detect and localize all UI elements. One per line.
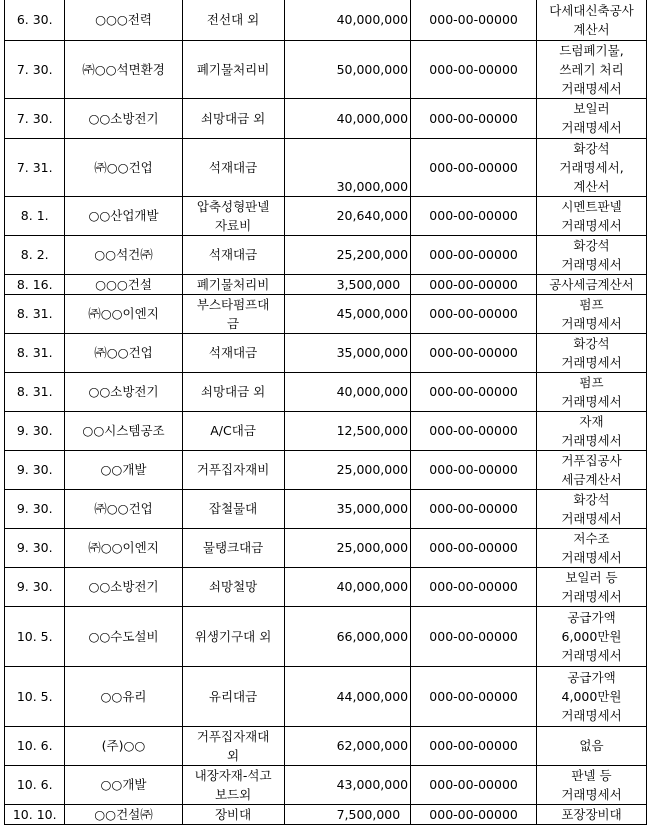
table-row: [5, 333, 647, 372]
table-row: [5, 0, 647, 40]
note-cell-line: 계산서: [573, 178, 610, 194]
account-cell: 000-00-00000: [411, 528, 537, 567]
amount-cell: 62,000,000: [284, 726, 411, 765]
item-cell: [182, 528, 284, 567]
company-cell: ㈜○○이엔지: [65, 528, 182, 567]
account-cell: 000-00-00000: [411, 0, 537, 40]
note-cell: [537, 274, 647, 294]
company-cell: ○○소방전기: [65, 372, 182, 411]
table-row: [5, 196, 647, 235]
item-cell-line: 보드외: [214, 786, 252, 802]
date-cell: 8. 1.: [5, 196, 65, 235]
item-cell-line: 장비대: [214, 806, 252, 822]
table-row: [5, 489, 647, 528]
company-cell: (주)○○: [65, 726, 182, 765]
date-cell: 9. 30.: [5, 528, 65, 567]
item-cell: [182, 98, 284, 138]
note-cell: [537, 98, 647, 138]
note-cell: [537, 372, 647, 411]
item-cell: [182, 294, 284, 333]
item-cell: [182, 804, 284, 824]
account-cell: 000-00-00000: [411, 333, 537, 372]
note-cell-line: 6,000만원: [561, 628, 622, 644]
account-cell: 000-00-00000: [411, 606, 537, 666]
date-cell: 7. 31.: [5, 138, 65, 196]
note-cell: [537, 804, 647, 824]
note-cell: [537, 0, 647, 40]
note-cell-line: 저수조: [573, 530, 610, 546]
table-row: [5, 235, 647, 274]
table-row: [5, 450, 647, 489]
account-cell: 000-00-00000: [411, 235, 537, 274]
note-cell-line: 판넬 등: [571, 767, 612, 783]
item-cell-line: 자료비: [214, 217, 252, 233]
company-cell: ○○수도설비: [65, 606, 182, 666]
note-cell-line: 화강석: [573, 140, 610, 156]
amount-cell: 40,000,000: [284, 98, 411, 138]
item-cell: [182, 726, 284, 765]
note-cell-line: 공급가액: [567, 609, 616, 625]
item-cell: [182, 765, 284, 804]
account-cell: 000-00-00000: [411, 138, 537, 196]
item-cell-line: 내장자재-석고: [194, 767, 272, 783]
company-cell: ○○개발: [65, 450, 182, 489]
note-cell-line: 거푸집공사: [561, 452, 622, 468]
note-cell-line: 거래명세서,: [559, 159, 624, 175]
item-cell-line: 위생기구대 외: [194, 628, 272, 644]
note-cell: [537, 666, 647, 726]
date-cell: 6. 30.: [5, 0, 65, 40]
date-cell: 8. 16.: [5, 274, 65, 294]
account-cell: 000-00-00000: [411, 372, 537, 411]
company-cell: ○○석건㈜: [65, 235, 182, 274]
item-cell-line: 거푸집자재비: [196, 462, 270, 477]
item-cell-line: 잡철물대: [208, 501, 258, 516]
date-cell: 8. 31.: [5, 372, 65, 411]
table-row: [5, 804, 647, 824]
amount-cell: 35,000,000: [284, 489, 411, 528]
amount-cell: 40,000,000: [284, 567, 411, 606]
note-cell-line: 포장장비대: [561, 806, 622, 822]
table-row: [5, 606, 647, 666]
note-cell-line: 화강석: [573, 237, 610, 253]
note-cell-line: 거래명세서: [561, 315, 622, 331]
table-row: [5, 98, 647, 138]
note-cell-line: 거래명세서: [561, 707, 622, 723]
item-cell: [182, 489, 284, 528]
note-cell-line: 쓰레기 처리: [559, 61, 624, 77]
amount-cell: 66,000,000: [284, 606, 411, 666]
note-cell-line: 없음: [579, 738, 604, 753]
company-cell: ○○○전력: [65, 0, 182, 40]
amount-cell: 12,500,000: [284, 411, 411, 450]
company-cell: ○○개발: [65, 765, 182, 804]
item-cell: [182, 235, 284, 274]
item-cell-line: 쇠망대금 외: [200, 384, 266, 399]
amount-cell: 7,500,000: [284, 804, 411, 824]
note-cell: [537, 765, 647, 804]
company-cell: ㈜○○건업: [65, 333, 182, 372]
item-cell-line: A/C대금: [210, 423, 256, 438]
date-cell: 10. 5.: [5, 606, 65, 666]
note-cell-line: 보일러 등: [565, 569, 618, 585]
note-cell-line: 공사세금계산서: [549, 276, 634, 292]
item-cell-line: 압축성형판넬: [196, 198, 270, 214]
item-cell-line: 전선대 외: [206, 12, 260, 28]
company-cell: ○○○건설: [65, 274, 182, 294]
account-cell: 000-00-00000: [411, 294, 537, 333]
company-cell: ○○유리: [65, 666, 182, 726]
table-row: [5, 765, 647, 804]
item-cell-line: 석재대금: [208, 247, 258, 262]
table-row: [5, 274, 647, 294]
account-cell: 000-00-00000: [411, 804, 537, 824]
table-row: [5, 411, 647, 450]
amount-cell: 30,000,000: [284, 138, 411, 196]
date-cell: 7. 30.: [5, 98, 65, 138]
note-cell-line: 거래명세서: [561, 217, 622, 233]
amount-cell: 20,640,000: [284, 196, 411, 235]
note-cell-line: 거래명세서: [561, 647, 622, 663]
transaction-table: [4, 0, 647, 825]
note-cell-line: 거래명세서: [561, 786, 622, 802]
account-cell: 000-00-00000: [411, 567, 537, 606]
note-cell-line: 드럼폐기물,: [559, 42, 624, 58]
account-cell: 000-00-00000: [411, 274, 537, 294]
note-cell-line: 화강석: [573, 491, 610, 507]
company-cell: ○○소방전기: [65, 98, 182, 138]
item-cell-line: 물탱크대금: [202, 540, 264, 555]
amount-cell: 25,200,000: [284, 235, 411, 274]
amount-cell: 40,000,000: [284, 372, 411, 411]
item-cell: [182, 138, 284, 196]
note-cell: [537, 567, 647, 606]
note-cell-line: 펌프: [579, 296, 604, 312]
item-cell: [182, 411, 284, 450]
note-cell-line: 거래명세서: [561, 256, 622, 272]
note-cell-line: 보일러: [573, 101, 610, 116]
company-cell: ㈜○○이엔지: [65, 294, 182, 333]
item-cell: [182, 196, 284, 235]
item-cell-line: 거푸집자재대: [196, 728, 270, 744]
note-cell: [537, 606, 647, 666]
account-cell: 000-00-00000: [411, 411, 537, 450]
account-cell: 000-00-00000: [411, 40, 537, 98]
item-cell: [182, 450, 284, 489]
date-cell: 9. 30.: [5, 450, 65, 489]
note-cell-line: 화강석: [573, 335, 610, 351]
note-cell: [537, 411, 647, 450]
note-cell-line: 다세대신축공사: [549, 2, 634, 18]
item-cell: [182, 666, 284, 726]
amount-cell: 44,000,000: [284, 666, 411, 726]
item-cell-line: 석재대금: [208, 159, 258, 175]
item-cell: [182, 372, 284, 411]
date-cell: 7. 30.: [5, 40, 65, 98]
note-cell: [537, 235, 647, 274]
company-cell: ㈜○○건업: [65, 489, 182, 528]
item-cell-line: 부스타펌프대: [196, 296, 270, 312]
amount-cell: 25,000,000: [284, 528, 411, 567]
note-cell-line: 거래명세서: [561, 588, 622, 604]
company-cell: ○○소방전기: [65, 567, 182, 606]
account-cell: 000-00-00000: [411, 726, 537, 765]
company-cell: ㈜○○석면환경: [65, 40, 182, 98]
note-cell: [537, 489, 647, 528]
note-cell: [537, 138, 647, 196]
note-cell-line: 세금계산서: [561, 471, 622, 487]
account-cell: 000-00-00000: [411, 450, 537, 489]
note-cell: [537, 450, 647, 489]
date-cell: 10. 10.: [5, 804, 65, 824]
note-cell-line: 자재: [579, 413, 604, 429]
company-cell: ㈜○○건업: [65, 138, 182, 196]
note-cell: [537, 196, 647, 235]
note-cell-line: 거래명세서: [561, 354, 622, 370]
amount-cell: 35,000,000: [284, 333, 411, 372]
note-cell: [537, 528, 647, 567]
item-cell: [182, 333, 284, 372]
note-cell-line: 계산서: [573, 21, 610, 37]
note-cell: [537, 294, 647, 333]
table-row: [5, 726, 647, 765]
item-cell-line: 쇠망대금 외: [200, 110, 266, 126]
item-cell-line: 금: [227, 315, 240, 331]
item-cell-line: 쇠망철망: [208, 579, 258, 594]
date-cell: 9. 30.: [5, 567, 65, 606]
item-cell-line: 유리대금: [208, 688, 258, 704]
date-cell: 8. 31.: [5, 294, 65, 333]
amount-cell: 43,000,000: [284, 765, 411, 804]
note-cell: [537, 333, 647, 372]
note-cell-line: 거래명세서: [561, 80, 622, 96]
company-cell: ○○건설㈜: [65, 804, 182, 824]
amount-cell: 40,000,000: [284, 0, 411, 40]
account-cell: 000-00-00000: [411, 666, 537, 726]
table-row: [5, 138, 647, 196]
table-row: [5, 528, 647, 567]
date-cell: 10. 6.: [5, 726, 65, 765]
note-cell-line: 거래명세서: [561, 120, 622, 135]
date-cell: 9. 30.: [5, 489, 65, 528]
item-cell: [182, 0, 284, 40]
table-row: [5, 666, 647, 726]
item-cell: [182, 606, 284, 666]
item-cell-line: 석재대금: [208, 345, 258, 360]
amount-cell: 45,000,000: [284, 294, 411, 333]
note-cell: [537, 40, 647, 98]
note-cell-line: 거래명세서: [561, 393, 622, 409]
amount-cell: 25,000,000: [284, 450, 411, 489]
note-cell-line: 거래명세서: [561, 549, 622, 565]
note-cell-line: 거래명세서: [561, 510, 622, 526]
account-cell: 000-00-00000: [411, 98, 537, 138]
item-cell: [182, 567, 284, 606]
item-cell-line: 폐기물처리비: [196, 61, 270, 77]
account-cell: 000-00-00000: [411, 489, 537, 528]
date-cell: 10. 5.: [5, 666, 65, 726]
amount-cell: 3,500,000: [284, 274, 411, 294]
table-row: [5, 294, 647, 333]
item-cell-line: 폐기물처리비: [196, 276, 270, 292]
note-cell-line: 펌프: [579, 374, 604, 390]
date-cell: 8. 31.: [5, 333, 65, 372]
note-cell: [537, 726, 647, 765]
note-cell-line: 4,000만원: [561, 688, 622, 704]
account-cell: 000-00-00000: [411, 196, 537, 235]
note-cell-line: 공급가액: [567, 669, 616, 685]
account-cell: 000-00-00000: [411, 765, 537, 804]
table-body: [5, 0, 647, 824]
date-cell: 8. 2.: [5, 235, 65, 274]
table-row: [5, 40, 647, 98]
table-row: [5, 372, 647, 411]
item-cell: [182, 40, 284, 98]
note-cell-line: 거래명세서: [561, 432, 622, 448]
company-cell: ○○시스템공조: [65, 411, 182, 450]
table-row: [5, 567, 647, 606]
date-cell: 10. 6.: [5, 765, 65, 804]
item-cell-line: 외: [227, 747, 240, 763]
item-cell: [182, 274, 284, 294]
amount-cell: 50,000,000: [284, 40, 411, 98]
note-cell-line: 시멘트판넬: [561, 198, 622, 214]
company-cell: ○○산업개발: [65, 196, 182, 235]
date-cell: 9. 30.: [5, 411, 65, 450]
